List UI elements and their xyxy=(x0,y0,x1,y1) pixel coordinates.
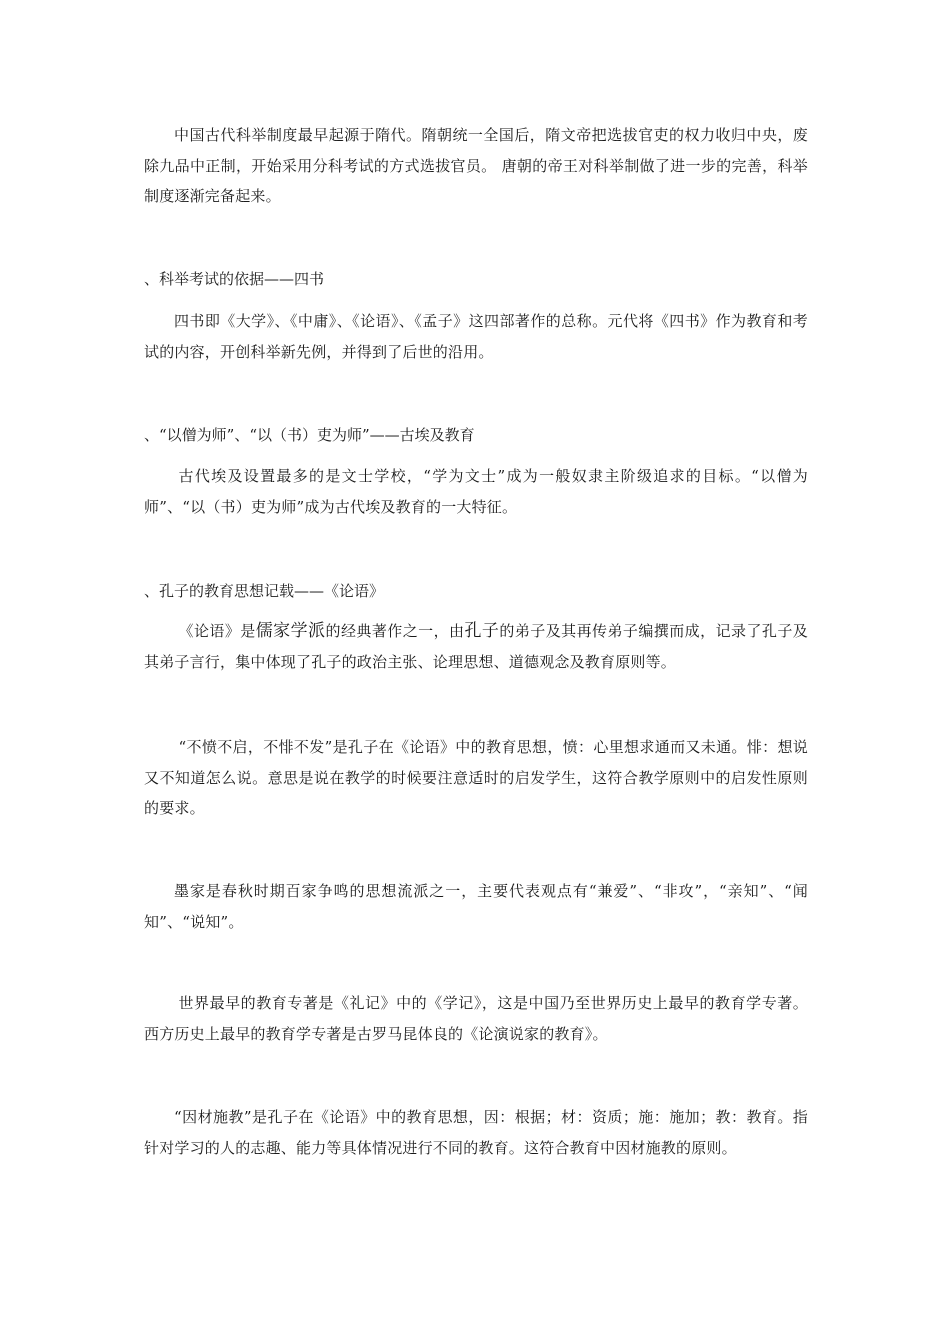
paragraph-yincaishijiao: “因材施教”是孔子在《论语》中的教育思想，因：根据；材：资质；施：施加；教：教育。指针对学习的人的志趣、能力等具体情况进行不同的教育。这符合教育中因材施教的原则。 xyxy=(144,1108,808,1157)
paragraph-sishu: 四书即《大学》、《中庸》、《论语》、《孟子》这四部著作的总称。元代将《四书》作为教育和考试的内容，开创科举新先例，并得到了后世的沿用。 xyxy=(144,312,808,361)
paragraph-egypt-education: 古代埃及设置最多的是文士学校，“学为文士”成为一般奴隶主阶级追求的目标。“以僧为师”、“以（书）吏为师”成为古代埃及教育的一大特征。 xyxy=(144,467,808,516)
lunyu-text-1: 《论语》是 xyxy=(178,622,256,640)
paragraph-xueji: 世界最早的教育专著是《礼记》中的《学记》，这是中国乃至世界历史上最早的教育学专著。西方历史上最早的教育学专著是古罗马昆体良的《论演说家的教育》。 xyxy=(144,994,808,1043)
heading-egypt-education: 、“以僧为师”、“以（书）吏为师”——古埃及教育 xyxy=(144,426,475,444)
lunyu-emphasis-rujia: 儒家学派 xyxy=(255,621,326,641)
paragraph-keju-origin: 中国古代科举制度最早起源于隋代。隋朝统一全国后，隋文帝把选拔官吏的权力收归中央，废除九品中正制，开始采用分科考试的方式选拔官员。 唐朝的帝王对科举制做了进一步的完善，科举制度逐渐完备起来。 xyxy=(144,126,808,205)
lunyu-text-2: 的经典著作之一，由 xyxy=(325,622,465,640)
lunyu-emphasis-kongzi: 孔子 xyxy=(464,621,500,641)
heading-lunyu: 、孔子的教育思想记载——《论语》 xyxy=(144,582,385,600)
heading-sishu: 、科举考试的依据——四书 xyxy=(144,270,325,288)
paragraph-mojia: 墨家是春秋时期百家争鸣的思想流派之一，主要代表观点有“兼爱”、“非攻”，“亲知”、“闻知”、“说知”。 xyxy=(144,882,808,931)
lunyu-text-3: 的弟子及其再传弟子编撰而成，记录了孔子及其弟子言行，集中体现了孔子的政治主张、论理思想、道德观念及教育原则等。 xyxy=(144,622,808,671)
paragraph-qifa: “不愤不启，不悱不发”是孔子在《论语》中的教育思想，愤：心里想求通而又未通。悱：想说又不知道怎么说。意思是说在教学的时候要注意适时的启发学生，这符合教学原则中的启发性原则的要求。 xyxy=(144,738,808,817)
paragraph-lunyu xyxy=(144,616,808,677)
